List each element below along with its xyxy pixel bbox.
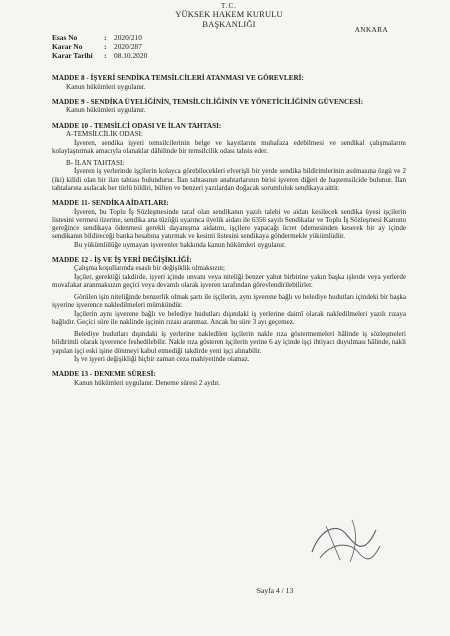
- header-top-fragment: T.C.: [221, 2, 237, 10]
- meta-row-tarih: [52, 51, 406, 60]
- article-9-text: Kanun hükümleri uygulanır.: [66, 106, 146, 115]
- article-12-title: MADDE 12 - İŞ VE İŞ YERİ DEĞİŞİKLİĞİ:: [52, 255, 192, 264]
- article-11-paragraph-1: İşveren, bu Toplu İş Sözleşmesinde taraf olan sendikanın yazılı talebi ve aidatı kesilecek sendika üyesi işçilerin listesini vermesi üzerine, sendika ana tüzüğü uyarınca üyelik aidatı ile 6356 sayılı Sendikalar ve Toplu İş Sözleşmesi Kanunu gereğince sendikaya ödenmesi gerekli dayanışma aidatını, işçilere yapacağı ücret ödemesinden keserek bir ay içinde sendikanın bildireceği banka hesabına yatırmak ve kesinti listesini sendikaya göndermekle yükümlüdür.: [52, 207, 406, 241]
- institution-department: BAŞKANLIĞI: [202, 20, 256, 29]
- meta-value: 2020/210: [114, 33, 142, 42]
- institution-name: YÜKSEK HAKEM KURULU: [175, 10, 283, 19]
- meta-label: Esas No: [52, 33, 78, 42]
- article-10-subheading-a: A-TEMSİLCİLİK ODASI:: [66, 130, 143, 139]
- signature-stamp-icon: [306, 512, 384, 568]
- article-11-title: MADDE 11- SENDİKA AİDATLARI:: [52, 199, 169, 208]
- article-10-subheading-b: B- İLAN TAHTASI:: [66, 159, 125, 168]
- article-12-paragraph-2: İşçiler, gerektiği takdirde, işyeri içinde unvanı veya niteliği benzer yahut birbirine yakın başka işlerde veya yerlerde muvafakat aranmaksızın geçici veya devamlı olarak işveren tarafından görevlendirilebilirler.: [52, 272, 406, 289]
- article-12-paragraph-6: İş ve işyeri değişikliği hiçbir zaman ceza mahiyetinde olamaz.: [74, 354, 250, 363]
- article-8-text: Kanun hükümleri uygulanır.: [66, 82, 146, 91]
- article-13-title: MADDE 13 - DENEME SÜRESİ:: [52, 370, 156, 379]
- page-number: Sayfa 4 / 13: [256, 586, 294, 595]
- meta-label: Karar Tarihi: [52, 51, 93, 61]
- article-12-paragraph-1: Çalışma koşullarında esaslı bir değişiklik olmaksızın;: [74, 264, 225, 273]
- page-footer: [0, 586, 450, 595]
- meta-value: 08.10.2020: [114, 51, 148, 61]
- meta-colon: :: [104, 42, 107, 52]
- city: ANKARA: [354, 25, 388, 34]
- case-metadata: [52, 25, 406, 67]
- article-10-paragraph-1: İşveren, sendika işyeri temsilcilerinin belge ve kayıtlarını muhafaza edebilmesi ve sendikal çalışmalarını kolaylaştırmak amacıyla olanaklar dâhilinde bir temsilcilik odası tahsis eder.: [52, 138, 406, 155]
- article-13-text: Kanun hükümleri uygulanır. Deneme süresi 2 aydır.: [74, 378, 220, 387]
- article-11-paragraph-2: Bu yükümlülüğe uymayan işverenler hakkında kanun hükümleri uygulanır.: [74, 240, 286, 249]
- meta-label: Karar No: [52, 42, 83, 52]
- meta-value: 2020/287: [114, 42, 142, 52]
- article-12-paragraph-5: Belediye hudutları dışındaki iş yerlerine nakledilen işçilerin nakle rıza göstermemeleri hâlinde iş sözleşmeleri bildirimli olarak işverence feshedilebilir. Nakle rıza gösteren işçilerin yerine 6 ay içinde işçi ihtiyacı duyulması hâlinde, nakli yapılan işçi eski işine dönmeyi kabul etmediği takdirde yeni işçi alınabilir.: [52, 330, 406, 355]
- meta-row-karar: [52, 42, 406, 51]
- meta-colon: :: [104, 51, 107, 61]
- document-body: [52, 74, 406, 387]
- article-10-paragraph-2: İşveren iş yerlerinde işçilerin kolayca görebilecekleri elverişli bir yerde sendika bildirimlerinin asılmasına özgü ve 2 (iki) kilidi olan bir ilan tahtası bulundurur. İlan tahtasının anahtarlarının birisi işveren diğeri de baştemsilcide bulunur. İlan tahtalarına asılacak her türlü bildiri, bülten ve benzeri yazılardan doğacak sorumluluk sendikaya aittir.: [52, 167, 406, 192]
- meta-colon: :: [104, 33, 107, 42]
- article-12-paragraph-3: Görülen işin niteliğinde benzerlik olmak şartı ile işçilerin, aynı işverene bağlı ve belediye hudutları içindeki bir başka işyerine işverence nakledilmeleri mümkündür.: [52, 293, 406, 310]
- article-8-title: MADDE 8 - İŞYERİ SENDİKA TEMSİLCİLERİ ATANMASI VE GÖREVLERİ:: [52, 74, 304, 82]
- article-10-title: MADDE 10 - TEMSİLCİ ODASI VE İLAN TAHTASI:: [52, 121, 222, 130]
- article-12-paragraph-4: İşçilerin aynı işverene bağlı ve belediye hudutları dışındaki iş yerlerine daimî olarak nakledilmeleri yazılı rızaya bağlıdır. Geçici süre ile naklinde işçinin rızası aranmaz. Ancak bu süre 3 ayı geçemez.: [52, 309, 406, 326]
- article-9-title: MADDE 9 - SENDİKA ÜYELİĞİNİN, TEMSİLCİLİĞİNİN VE YÖNETİCİLİĞİNİN GÜVENCESİ:: [52, 97, 364, 106]
- meta-row-esas: [52, 33, 406, 42]
